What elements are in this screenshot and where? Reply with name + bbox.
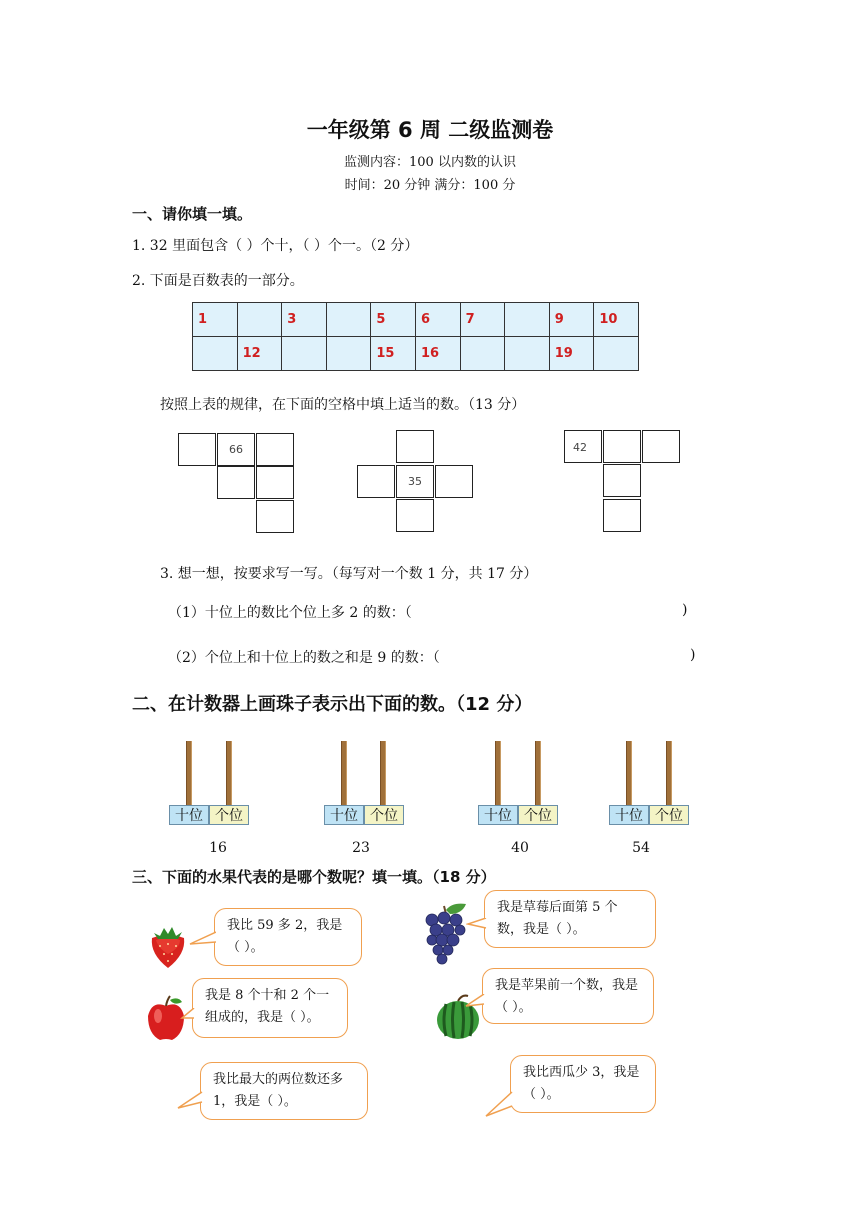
speech-bubble: 我比最大的两位数还多 1，我是（ ）。 [200, 1062, 368, 1120]
blank-cell[interactable] [178, 433, 216, 466]
table-cell: 16 [415, 337, 460, 371]
blank-cell[interactable] [396, 499, 434, 532]
counter-label [609, 805, 689, 825]
bubble-tail [466, 918, 488, 932]
section2-heading: 二、在计数器上画珠子表示出下面的数。（12 分） [132, 694, 533, 715]
table-row [193, 303, 639, 337]
bubble-tail [484, 1090, 514, 1118]
time-line: 时间：20 分钟 满分：100 分 [344, 178, 516, 193]
table-cell: 7 [460, 303, 505, 337]
section3-heading: 三、下面的水果代表的是哪个数呢？填一填。（18 分） [132, 868, 496, 886]
table-cell[interactable] [326, 303, 371, 337]
ones-label: 个位 [649, 805, 689, 825]
ones-rod[interactable] [380, 741, 386, 805]
question-2: 2. 下面是百数表的一部分。 [132, 273, 304, 289]
tens-label: 十位 [169, 805, 209, 825]
table-row [193, 337, 639, 371]
ones-rod[interactable] [226, 741, 232, 805]
counter-label [478, 805, 558, 825]
question-3-1: （1）十位上的数比个位上多 2 的数：（ [168, 605, 412, 621]
table-cell: 12 [237, 337, 282, 371]
table-cell[interactable] [505, 303, 550, 337]
speech-bubble: 我比 59 多 2，我是（ ）。 [214, 908, 362, 966]
blank-cell[interactable] [357, 465, 395, 498]
page-title: 一年级第 6 周 二级监测卷 [306, 118, 554, 142]
content-line: 监测内容：100 以内数的认识 [344, 155, 516, 170]
tens-rod[interactable] [186, 741, 192, 805]
tens-rod[interactable] [626, 741, 632, 805]
ones-label: 个位 [364, 805, 404, 825]
blank-cell[interactable] [256, 433, 294, 466]
table-cell: 6 [415, 303, 460, 337]
table-cell: 5 [371, 303, 416, 337]
ones-label: 个位 [518, 805, 558, 825]
blank-cell[interactable] [642, 430, 680, 463]
table-cell: 15 [371, 337, 416, 371]
strawberry-icon [146, 924, 190, 970]
question-1: 1. 32 里面包含（ ）个十，（ ）个一。（2 分） [132, 238, 419, 254]
counter-number: 23 [352, 840, 370, 856]
table-cell[interactable] [326, 337, 371, 371]
blank-cell[interactable] [603, 499, 641, 532]
ones-rod[interactable] [666, 741, 672, 805]
counter-number: 40 [511, 840, 529, 856]
blank-cell[interactable] [435, 465, 473, 498]
blank-cell[interactable] [603, 464, 641, 497]
ones-rod[interactable] [535, 741, 541, 805]
bubble-tail [464, 994, 486, 1010]
bubble-tail [188, 930, 216, 950]
close-paren: ) [690, 647, 696, 663]
question-3-2: （2）个位上和十位上的数之和是 9 的数：（ [168, 650, 440, 666]
tens-rod[interactable] [341, 741, 347, 805]
question-2-instruction: 按照上表的规律，在下面的空格中填上适当的数。（13 分） [160, 397, 526, 413]
bubble-tail [176, 1090, 204, 1110]
table-cell: 1 [193, 303, 238, 337]
table-cell[interactable] [237, 303, 282, 337]
blank-cell[interactable] [217, 466, 255, 499]
tens-label: 十位 [609, 805, 649, 825]
given-cell: 35 [396, 465, 434, 498]
counter-label [169, 805, 249, 825]
counter-number: 54 [632, 840, 650, 856]
grapes-icon [422, 900, 470, 970]
counter-label [324, 805, 404, 825]
table-cell[interactable] [282, 337, 327, 371]
table-cell: 9 [549, 303, 594, 337]
table-cell: 10 [594, 303, 639, 337]
blank-cell[interactable] [256, 466, 294, 499]
speech-bubble: 我是苹果前一个数，我是（ ）。 [482, 968, 654, 1024]
bubble-tail [180, 1008, 196, 1022]
given-cell: 66 [217, 433, 255, 466]
question-3: 3. 想一想，按要求写一写。（每写对一个数 1 分，共 17 分） [160, 566, 538, 582]
table-cell: 19 [549, 337, 594, 371]
tens-label: 十位 [324, 805, 364, 825]
ones-label: 个位 [209, 805, 249, 825]
tens-label: 十位 [478, 805, 518, 825]
close-paren: ) [682, 602, 688, 618]
table-cell[interactable] [460, 337, 505, 371]
section1-heading: 一、请你填一填。 [132, 205, 253, 223]
blank-cell[interactable] [256, 500, 294, 533]
speech-bubble: 我比西瓜少 3，我是（ ）。 [510, 1055, 656, 1113]
given-cell: 42 [564, 430, 602, 463]
speech-bubble: 我是 8 个十和 2 个一组成的，我是（ ）。 [192, 978, 348, 1038]
blank-cell[interactable] [603, 430, 641, 463]
hundred-table [192, 302, 639, 371]
table-cell[interactable] [193, 337, 238, 371]
table-cell[interactable] [594, 337, 639, 371]
table-cell: 3 [282, 303, 327, 337]
table-cell[interactable] [505, 337, 550, 371]
blank-cell[interactable] [396, 430, 434, 463]
tens-rod[interactable] [495, 741, 501, 805]
counter-number: 16 [209, 840, 227, 856]
speech-bubble: 我是草莓后面第 5 个数，我是（ ）。 [484, 890, 656, 948]
